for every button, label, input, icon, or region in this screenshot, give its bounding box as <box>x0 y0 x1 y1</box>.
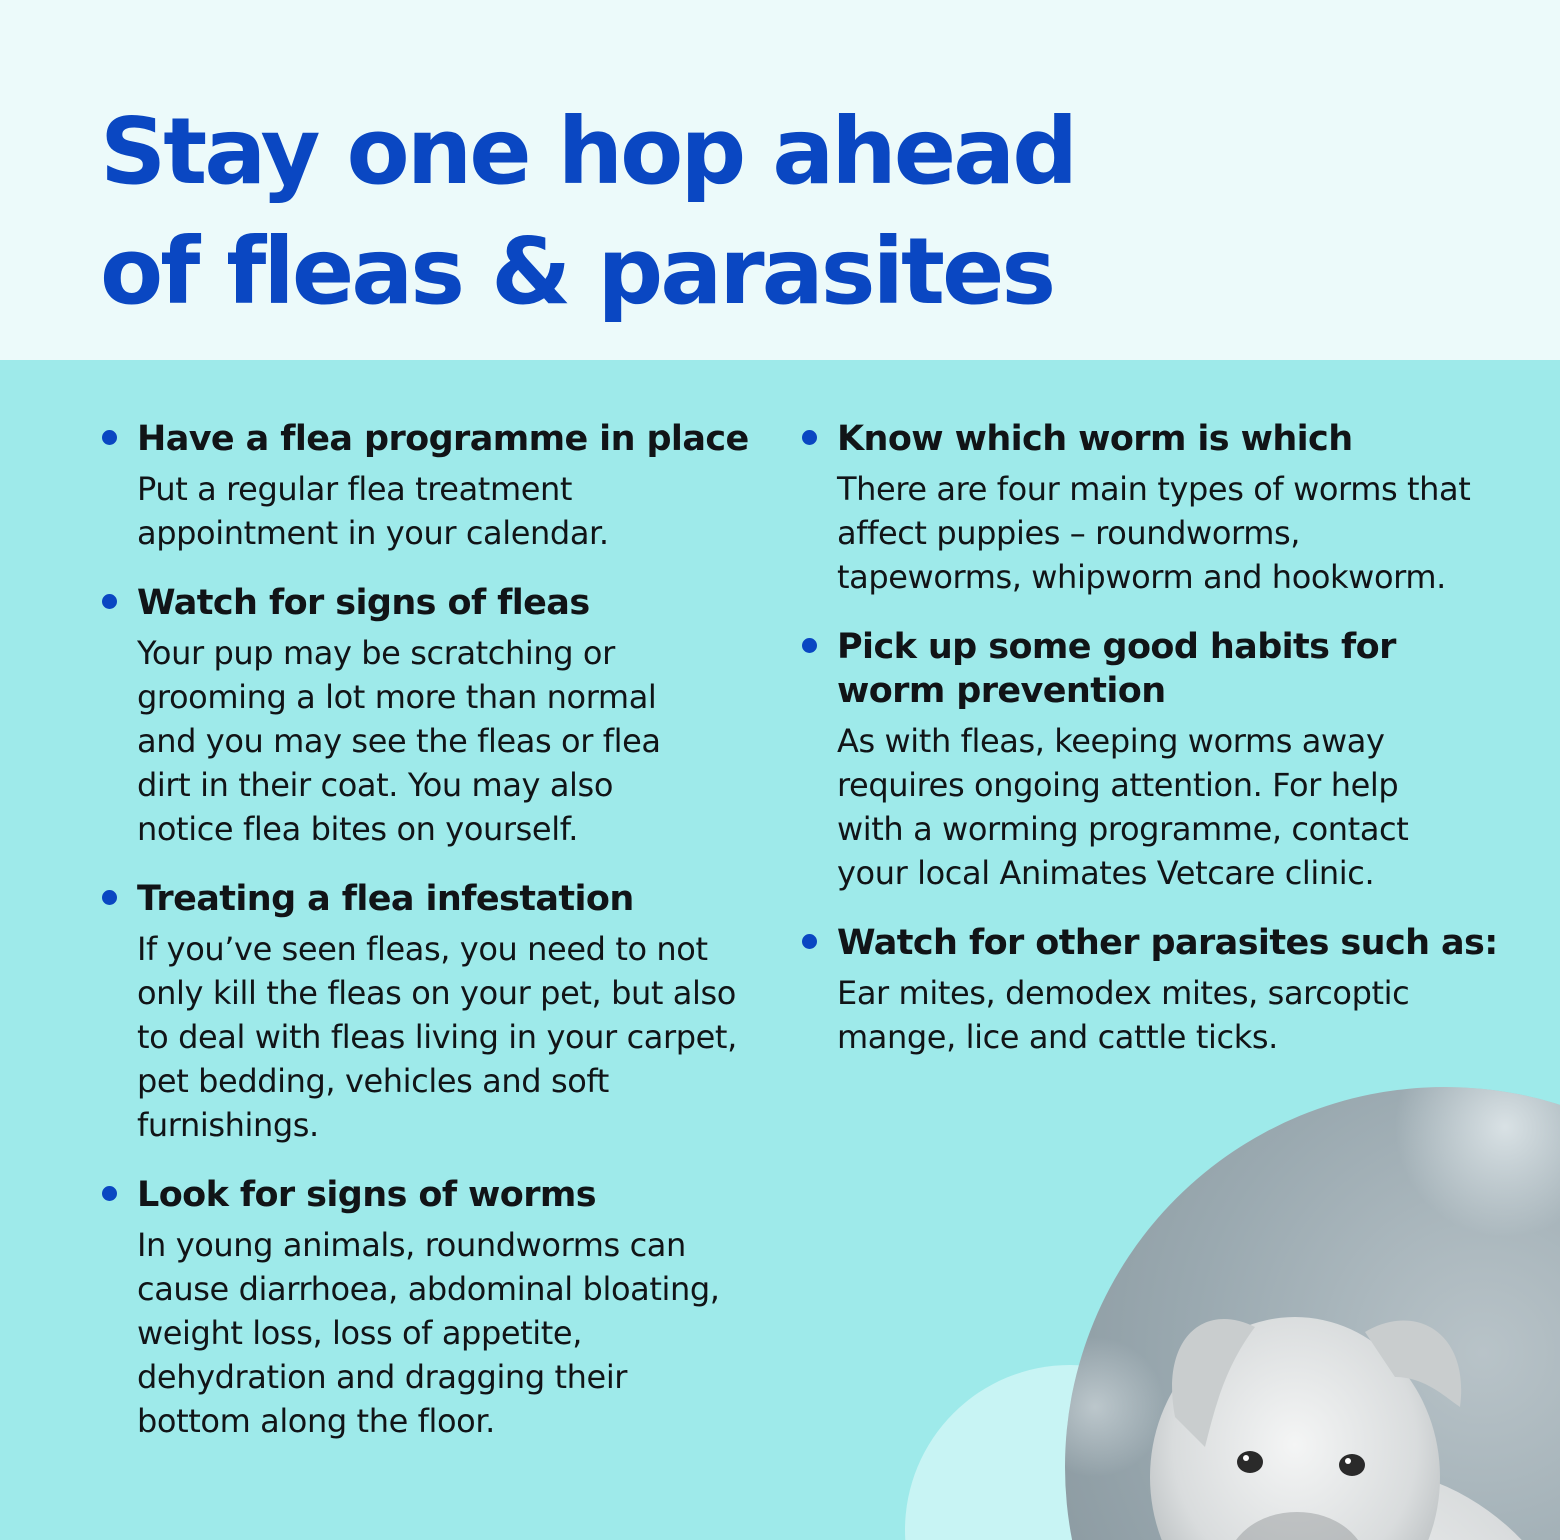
list-item-worm-prevention <box>800 625 1500 895</box>
header-banner <box>0 0 1560 360</box>
item-text: Put a regular flea treatment appointment in your calendar. <box>137 470 609 552</box>
list-item-flea-infestation <box>100 877 750 1147</box>
title-line-2: of fleas & parasites <box>100 218 1054 325</box>
item-title: Have a flea programme in place <box>137 419 749 459</box>
item-title: Watch for other parasites such as: <box>837 923 1498 963</box>
list-item-flea-programme <box>100 417 750 555</box>
item-title: Pick up some good habits for worm prevention <box>837 627 1396 711</box>
page-title <box>100 92 1075 332</box>
item-title: Treating a flea infestation <box>137 879 634 919</box>
bullet-icon <box>802 934 817 949</box>
item-text: In young animals, roundworms can cause diarrhoea, abdominal bloating, weight loss, loss of appetite, dehydration and dragging their bottom along the floor. <box>137 1226 720 1440</box>
right-column <box>800 417 1500 1059</box>
bullet-icon <box>102 594 117 609</box>
item-title: Watch for signs of fleas <box>137 583 590 623</box>
bullet-icon <box>802 638 817 653</box>
puppy-illustration <box>1065 1087 1560 1540</box>
bullet-icon <box>102 430 117 445</box>
list-item-other-parasites <box>800 921 1500 1059</box>
bullet-icon <box>802 430 817 445</box>
list-item-worm-types <box>800 417 1500 599</box>
item-title: Know which worm is which <box>837 419 1353 459</box>
item-text: As with fleas, keeping worms away requires ongoing attention. For help with a worming programme, contact your local Animates Vetcare clinic. <box>837 722 1409 892</box>
list-item-signs-of-worms <box>100 1173 750 1443</box>
bullet-icon <box>102 890 117 905</box>
item-text: There are four main types of worms that affect puppies – roundworms, tapeworms, whipworm and hookworm. <box>837 470 1471 596</box>
list-item-signs-of-fleas <box>100 581 750 851</box>
item-text: If you’ve seen fleas, you need to not only kill the fleas on your pet, but also to deal with fleas living in your carpet, pet bedding, vehicles and soft furnishings. <box>137 930 737 1144</box>
item-title: Look for signs of worms <box>137 1175 596 1215</box>
title-line-1: Stay one hop ahead <box>100 98 1076 205</box>
item-text: Ear mites, demodex mites, sarcoptic mange, lice and cattle ticks. <box>837 974 1410 1056</box>
bullet-icon <box>102 1186 117 1201</box>
left-column <box>100 417 750 1443</box>
content-area <box>0 360 1560 1540</box>
item-text: Your pup may be scratching or grooming a lot more than normal and you may see the fleas or flea dirt in their coat. You may also notice flea bites on yourself. <box>137 634 661 848</box>
puppy-photo <box>1065 1087 1560 1540</box>
